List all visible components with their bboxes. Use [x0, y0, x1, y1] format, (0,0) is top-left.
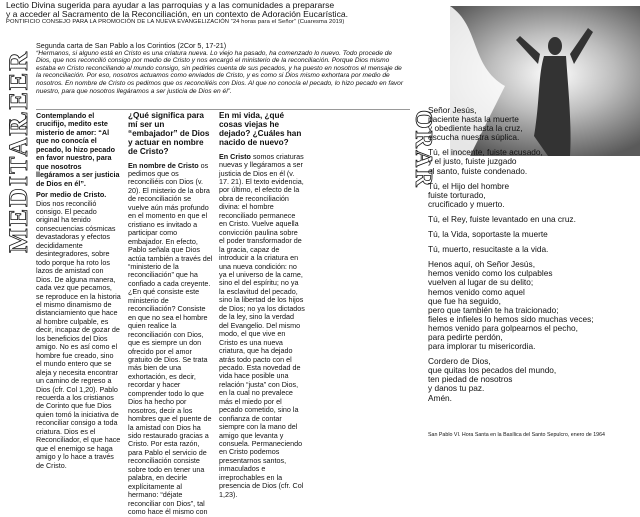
- meditar-intro: Contemplando el crucifijo, medito este misterio de amor: “Al que no conocía el pecado, lo hizo pecado en favor nuestro, para que nosotros llegáramos a ser justicia de Dios en él”.: [36, 111, 120, 188]
- header-line-2: y a acceder al Sacramento de la Reconciliación, en un contexto de Adoración Eucarística.: [6, 9, 349, 20]
- meditar-column-1: [36, 112, 121, 470]
- header: [6, 1, 446, 26]
- col3-text: somos criaturas nuevas y llegáramos a ser justicia de Dios en él (v. 17. 21). El texto evidencia, por último, el efecto de la obra de reconciliación divina: el hombre reconciliado permanece en Cristo. Vuelve aquella convicción paulina sobre el poder transformador de la gracia, capaz de introducir a la criatura en una nueva condición: no ya el universo de la carne, sino el del espíritu; no ya la esclavitud del pecado, sino la libertad de los hijos de Dios; no ya los dictados de la ley, sino la verdad del Evangelio. Del mismo modo, el que vive en Cristo es una nueva criatura, que ha dejado atrás todo pacto con el pecado. Esta novedad de vida hace posible una relación “justa” con Dios, en la cual no prevalece más el miedo por el pecado cometido, sino la confianza de contar siempre con la mano del amigo que levanta y consuela. Permaneciendo en Cristo podemos presentarnos santos, inmaculados e irreprochables en la presencia de Dios (cfr. Col 1,23).: [219, 151, 305, 499]
- prayer-footer: San Pablo VI. Hora Santa en la Basílica del Santo Sepulcro, enero de 1964: [428, 432, 605, 438]
- col1-lead: Por medio de Cristo.: [36, 190, 107, 200]
- prayer-stanza: Tú, la Vida, soportaste la muerte: [428, 229, 548, 240]
- col1-text: Dios nos reconcilió consigo. El pecado original ha tenido consecuencias cósmicas devastadoras y efectos decididamente desintegradores, sobre todo porque ha roto los lazos de amistad con Dios. De alguna manera, cada vez que pecamos, se reproduce en la historia el mismo dinamismo de distanciamiento que hace al hombre culpable, es decir, incapaz de gozar de los beneficios del Dios amigo. No es así como el hombre fue creado, sino el mundo entero que se aleja y necesita encontrar un camino de regreso a Dios (cfr. Col 1,20). Pablo recuerda a los cristianos de Corinto que fue Dios quien tomó la iniciativa de reconciliar consigo a toda criatura. Dios es el Reconciliador, el que hace que el enemigo se haga amigo y lo hace a través de Cristo.: [36, 198, 121, 470]
- prayer-stanza: Tú, el Hijo del hombre fuiste torturado, crucificado y muerto.: [428, 180, 510, 209]
- reading-title: Segunda carta de San Pablo a los Corintios (2Cor 5, 17-21): [36, 41, 227, 50]
- col2-question: ¿Qué significa para mí ser un “embajador” de Dios y actuar en nombre de Cristo?: [128, 111, 210, 156]
- col2-text: os pedimos que os reconciliéis con Dios (v. 20). El misterio de la obra de reconciliación se vuelve aún más profundo en el momento en que el cristiano es invitado a participar como embajador. En efecto, Pablo señala que Dios actúa también a través del “ministerio de la reconciliación” que ha confiado a cada creyente. ¿En qué consiste este ministerio de reconciliación? Consiste en que no sea el hombre quien realice la reconciliación con Dios, que es siempre un don ofrecido por el amor gratuito de Dios. Se trata más bien de una exhortación, es decir, recordar y hacer comprender todo lo que Dios ha hecho por nosotros, decir a los hombres que el puente de la amistad con Dios ha sido restaurado gracias a Cristo. Por esta razón, para Pablo el servicio de reconciliación consiste sobre todo en tener una palabra, en decirle explícitamente al hermano: “déjate reconciliar con Dios”, tal como hace él mismo con: [128, 160, 213, 517]
- col3-lead: En Cristo: [219, 151, 251, 161]
- leer-label: LEER: [4, 50, 33, 129]
- prayer-stanza: Cordero de Dios, que quitas los pecados del mundo, ten piedad de nosotros y danos tu paz. Amén.: [428, 356, 557, 403]
- orar-label: ORAR: [410, 110, 436, 189]
- prayer-stanza: Tú, el inocente, fuiste acusado, y el justo, fuiste juzgado el santo, fuiste condenado.: [428, 147, 543, 176]
- reading-section: [36, 42, 408, 95]
- meditar-column-3: [219, 112, 305, 499]
- prayer-text: [428, 106, 638, 409]
- prayer-stanza: Tú, el Rey, fuiste levantado en una cruz.: [428, 213, 576, 224]
- header-line-1: Lectio Divina sugerida para ayudar a las parroquias y a las comunidades a prepararse: [6, 0, 335, 10]
- prayer-stanza: Señor Jesús, paciente hasta la muerte y obediente hasta la cruz, escucha nuestra súplica.: [428, 105, 523, 143]
- meditar-label: MEDITAR: [4, 115, 33, 253]
- header-line-3: PONTIFICIO CONSEJO PARA LA PROMOCIÓN DE LA NUEVA EVANGELIZACIÓN “24 horas para el Señor” (Cuaresma 2019): [6, 19, 345, 26]
- reading-text: “Hermanos, si alguno está en Cristo es una criatura nueva. Lo viejo ha pasado, ha comenzado lo nuevo. Todo procede de Dios, que nos reconcilió consigo por medio de Cristo y nos encargó el ministerio de la reconciliación. Porque Dios mismo estaba en Cristo reconciliando al mundo consigo, sin pedirles cuenta de sus pecados, y ha puesto en nosotros el mensaje de la reconciliación. Por eso, nosotros actuamos como enviados de Cristo, y es como si Dios mismo exhortara por medio de nosotros. En nombre de Cristo os pedimos que os reconciliéis con Dios. Al que no conocía el pecado, lo hizo pecado en favor nuestro, para que nosotros llegáramos a ser justicia de Dios en él”.: [36, 49, 404, 95]
- col2-lead: En nombre de Cristo: [128, 160, 199, 170]
- prayer-stanza: Tú, muerto, resucitaste a la vida.: [428, 244, 549, 255]
- section-divider: [36, 109, 410, 110]
- col3-question: En mi vida, ¿qué cosas viejas he dejado? ¿Cuáles han nacido de nuevo?: [219, 111, 302, 147]
- prayer-stanza: Henos aquí, oh Señor Jesús, hemos venido como los culpables vuelven al lugar de su delito; hemos venido como aquel que fue ha seguido, pero que también te ha traicionado; fieles e infieles lo hemos sido muchas veces; hemos venido para golpearnos el pecho, para pedirte perdón, para implorar tu misericordia.: [428, 259, 594, 352]
- meditar-column-2: [128, 112, 213, 517]
